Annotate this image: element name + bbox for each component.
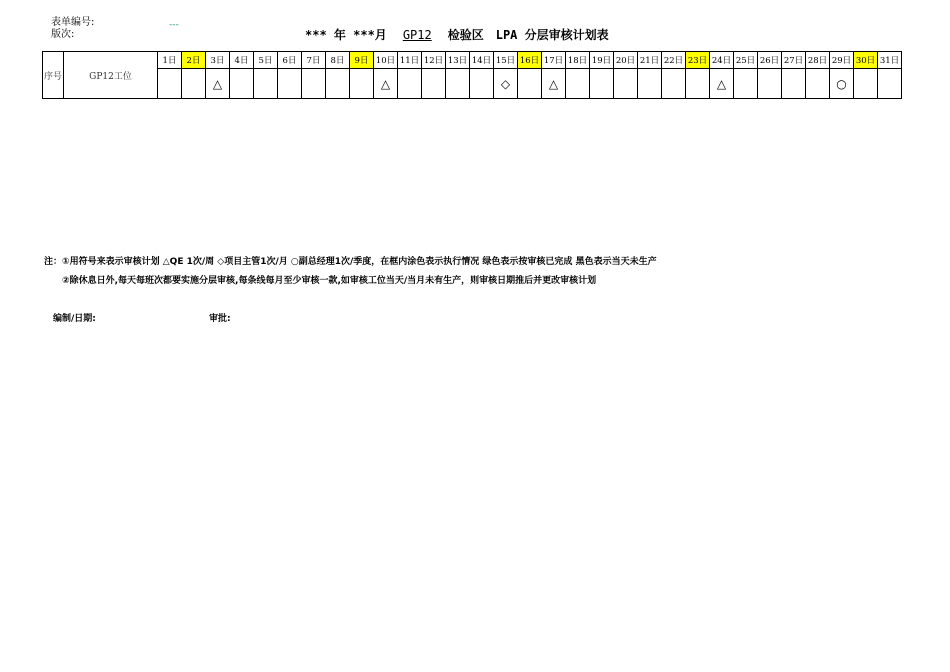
day-header-cell: 26日 [758,52,782,69]
prepared-date-label: 编制/日期: [53,314,96,324]
day-header-cell: 28日 [806,52,830,69]
day-header-cell: 16日 [518,52,542,69]
day-header-cell: 22日 [662,52,686,69]
audit-mark-cell[interactable] [758,69,782,99]
day-header-cell: 11日 [398,52,422,69]
day-header-cell: 9日 [350,52,374,69]
day-header-cell: 23日 [686,52,710,69]
day-header-cell: 1日 [158,52,182,69]
day-header-cell: 15日 [494,52,518,69]
audit-mark-cell[interactable] [662,69,686,99]
day-header-cell: 17日 [542,52,566,69]
audit-mark-cell[interactable] [326,69,350,99]
audit-mark-cell[interactable] [302,69,326,99]
version-label: 版次: [51,29,75,40]
audit-mark-cell[interactable] [878,69,902,99]
note-line-2: ②除休息日外,每天每班次都要实施分层审核,每条线每月至少审核一款,如审核工位当天/当月未有生产，则审核日期推后并更改审核计划 [62,276,597,286]
audit-mark-cell[interactable]: △ [206,69,230,99]
audit-plan-table [42,51,902,99]
note-line-1: 注：①用符号来表示审核计划 △QE 1次/周 ◇项目主管1次/月 ○副总经理1次/季度，在框内涂色表示执行情况 绿色表示按审核已完成 黑色表示当天未生产 [44,257,657,267]
day-header-cell: 25日 [734,52,758,69]
form-meta [51,17,94,41]
approval-label: 审批: [209,314,231,324]
audit-mark-cell[interactable] [806,69,830,99]
title-name: LPA 分层审核计划表 [495,28,609,42]
audit-mark-cell[interactable]: ◇ [494,69,518,99]
audit-mark-cell[interactable] [638,69,662,99]
audit-mark-cell[interactable] [158,69,182,99]
day-header-cell: 6日 [278,52,302,69]
audit-mark-cell[interactable] [182,69,206,99]
audit-mark-cell[interactable] [782,69,806,99]
day-header-cell: 4日 [230,52,254,69]
day-header-cell: 8日 [326,52,350,69]
day-header-cell: 5日 [254,52,278,69]
day-header-cell: 30日 [854,52,878,69]
audit-mark-cell[interactable] [398,69,422,99]
audit-mark-cell[interactable]: ○ [830,69,854,99]
audit-mark-cell[interactable] [854,69,878,99]
day-header-cell: 12日 [422,52,446,69]
day-header-cell: 29日 [830,52,854,69]
day-header-cell: 13日 [446,52,470,69]
page-title [305,26,609,43]
audit-mark-cell[interactable] [470,69,494,99]
audit-mark-cell[interactable] [518,69,542,99]
audit-mark-cell[interactable]: △ [710,69,734,99]
title-area: 检验区 [447,28,484,42]
day-header-cell: 7日 [302,52,326,69]
form-no-value: --- [169,20,179,30]
day-header-cell: 21日 [638,52,662,69]
audit-mark-cell[interactable] [590,69,614,99]
audit-mark-cell[interactable] [614,69,638,99]
audit-mark-cell[interactable] [566,69,590,99]
audit-mark-cell[interactable] [422,69,446,99]
day-header-cell: 19日 [590,52,614,69]
day-header-cell: 24日 [710,52,734,69]
title-line: GP12 [402,28,432,42]
audit-mark-cell[interactable] [686,69,710,99]
day-header-cell: 3日 [206,52,230,69]
day-header-cell: 27日 [782,52,806,69]
seq-header: 序号 [43,52,64,99]
day-header-cell: 20日 [614,52,638,69]
audit-mark-cell[interactable] [446,69,470,99]
audit-mark-cell[interactable] [278,69,302,99]
day-header-cell: 31日 [878,52,902,69]
audit-mark-cell[interactable] [254,69,278,99]
day-header-cell: 10日 [374,52,398,69]
audit-mark-cell[interactable] [734,69,758,99]
station-cell: GP12工位 [64,52,158,99]
audit-mark-cell[interactable]: △ [374,69,398,99]
audit-mark-cell[interactable]: △ [542,69,566,99]
title-year-month: *** 年 ***月 [305,28,387,42]
audit-mark-cell[interactable] [350,69,374,99]
form-no-label: 表单编号: [51,17,95,28]
audit-mark-cell[interactable] [230,69,254,99]
day-header-row [43,52,902,69]
day-header-cell: 2日 [182,52,206,69]
audit-mark-row [43,69,902,99]
day-header-cell: 14日 [470,52,494,69]
day-header-cell: 18日 [566,52,590,69]
